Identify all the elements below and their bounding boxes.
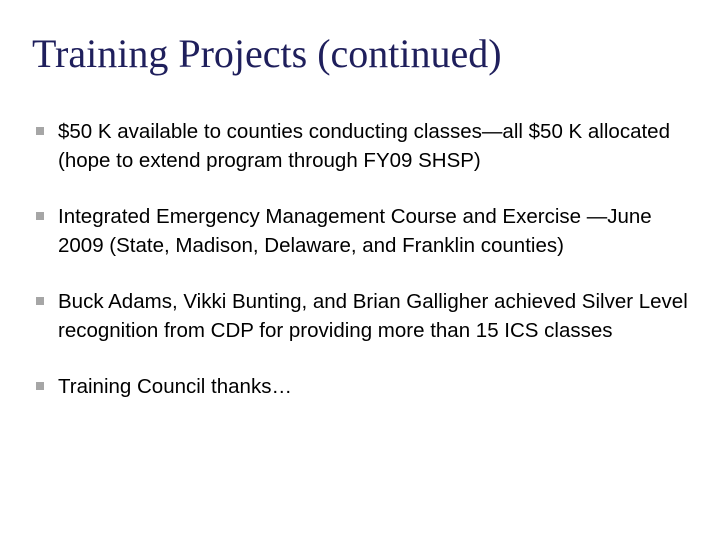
bullet-item <box>36 117 691 175</box>
bullet-item <box>36 372 691 401</box>
square-bullet-icon <box>36 382 44 390</box>
bullet-list <box>36 117 691 428</box>
bullet-text: $50 K available to counties conducting classes—all $50 K allocated (hope to extend program through FY09 SHSP) <box>58 120 670 172</box>
square-bullet-icon <box>36 127 44 135</box>
square-bullet-icon <box>36 212 44 220</box>
bullet-item <box>36 287 691 345</box>
slide-title: Training Projects (continued) <box>32 31 502 76</box>
square-bullet-icon <box>36 297 44 305</box>
bullet-item <box>36 202 691 260</box>
bullet-text: Buck Adams, Vikki Bunting, and Brian Galligher achieved Silver Level recognition from CDP for providing more than 15 ICS classes <box>58 290 688 342</box>
bullet-text: Training Council thanks… <box>58 375 292 398</box>
bullet-text: Integrated Emergency Management Course and Exercise —June 2009 (State, Madison, Delaware, and Franklin counties) <box>58 205 652 257</box>
